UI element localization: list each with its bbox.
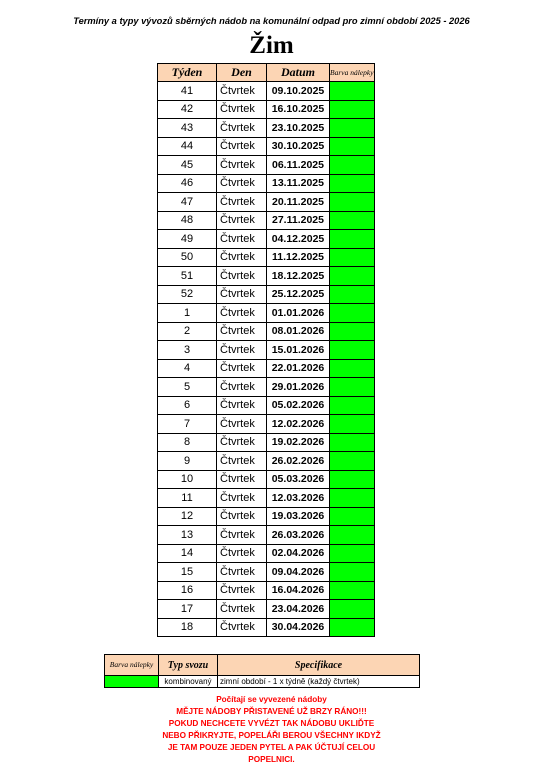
- table-row: [158, 119, 375, 138]
- label-color-cell: [330, 248, 375, 267]
- date-cell: 20.11.2025: [267, 193, 330, 212]
- label-color-cell: [330, 452, 375, 471]
- date-cell: 12.02.2026: [267, 415, 330, 434]
- label-color-cell: [330, 211, 375, 230]
- column-header-label-color: Barva nálepky: [330, 64, 375, 82]
- week-cell: 46: [158, 174, 217, 193]
- schedule-header-row: [158, 64, 375, 82]
- week-cell: 2: [158, 322, 217, 341]
- table-row: [158, 174, 375, 193]
- day-cell: Čtvrtek: [217, 359, 267, 378]
- date-cell: 16.10.2025: [267, 100, 330, 119]
- table-row: [158, 100, 375, 119]
- week-cell: 16: [158, 581, 217, 600]
- label-color-cell: [330, 82, 375, 101]
- label-color-cell: [330, 415, 375, 434]
- notice-line: JE TAM POUZE JEDEN PYTEL A PAK ÚČTUJÍ CELOU: [167, 743, 376, 752]
- week-cell: 49: [158, 230, 217, 249]
- date-cell: 09.04.2026: [267, 563, 330, 582]
- week-cell: 11: [158, 489, 217, 508]
- table-row: [158, 82, 375, 101]
- date-cell: 18.12.2025: [267, 267, 330, 286]
- date-cell: 27.11.2025: [267, 211, 330, 230]
- day-cell: Čtvrtek: [217, 174, 267, 193]
- week-cell: 42: [158, 100, 217, 119]
- week-cell: 8: [158, 433, 217, 452]
- table-row: [158, 230, 375, 249]
- day-cell: Čtvrtek: [217, 526, 267, 545]
- week-cell: 1: [158, 304, 217, 323]
- date-cell: 09.10.2025: [267, 82, 330, 101]
- day-cell: Čtvrtek: [217, 285, 267, 304]
- day-cell: Čtvrtek: [217, 193, 267, 212]
- day-cell: Čtvrtek: [217, 581, 267, 600]
- table-row: [158, 267, 375, 286]
- day-cell: Čtvrtek: [217, 322, 267, 341]
- schedule-body: [158, 82, 375, 637]
- label-color-cell: [330, 470, 375, 489]
- table-row: [158, 526, 375, 545]
- day-cell: Čtvrtek: [217, 415, 267, 434]
- table-row: [158, 396, 375, 415]
- column-header-week: Týden: [158, 64, 217, 82]
- date-cell: 30.10.2025: [267, 137, 330, 156]
- date-cell: 30.04.2026: [267, 618, 330, 637]
- date-cell: 26.02.2026: [267, 452, 330, 471]
- label-color-cell: [330, 137, 375, 156]
- date-cell: 26.03.2026: [267, 526, 330, 545]
- legend-header-label-color: Barva nálepky: [105, 655, 159, 676]
- table-row: [158, 507, 375, 526]
- week-cell: 3: [158, 341, 217, 360]
- day-cell: Čtvrtek: [217, 452, 267, 471]
- week-cell: 51: [158, 267, 217, 286]
- table-row: [158, 211, 375, 230]
- legend-header-row: [105, 655, 420, 676]
- table-row: [158, 563, 375, 582]
- label-color-cell: [330, 174, 375, 193]
- date-cell: 05.02.2026: [267, 396, 330, 415]
- schedule-table: [157, 63, 375, 637]
- day-cell: Čtvrtek: [217, 600, 267, 619]
- week-cell: 48: [158, 211, 217, 230]
- date-cell: 08.01.2026: [267, 322, 330, 341]
- label-color-cell: [330, 489, 375, 508]
- week-cell: 18: [158, 618, 217, 637]
- date-cell: 23.04.2026: [267, 600, 330, 619]
- date-cell: 29.01.2026: [267, 378, 330, 397]
- day-cell: Čtvrtek: [217, 156, 267, 175]
- week-cell: 5: [158, 378, 217, 397]
- day-cell: Čtvrtek: [217, 82, 267, 101]
- week-cell: 10: [158, 470, 217, 489]
- table-row: [158, 248, 375, 267]
- notice-line: Počítají se vyvezené nádoby: [216, 695, 327, 704]
- date-cell: 22.01.2026: [267, 359, 330, 378]
- day-cell: Čtvrtek: [217, 563, 267, 582]
- date-cell: 06.11.2025: [267, 156, 330, 175]
- date-cell: 16.04.2026: [267, 581, 330, 600]
- table-row: [158, 470, 375, 489]
- legend-type: kombinovaný: [159, 676, 218, 688]
- page-title: Žim: [249, 32, 294, 59]
- table-row: [158, 341, 375, 360]
- legend-row: [105, 676, 420, 688]
- label-color-cell: [330, 359, 375, 378]
- week-cell: 50: [158, 248, 217, 267]
- notice-line: NEBO PŘIKRYJTE, POPELÁŘI BEROU VŠECHNY IKDYŽ: [162, 731, 381, 740]
- week-cell: 9: [158, 452, 217, 471]
- table-row: [158, 322, 375, 341]
- day-cell: Čtvrtek: [217, 137, 267, 156]
- label-color-cell: [330, 322, 375, 341]
- day-cell: Čtvrtek: [217, 341, 267, 360]
- day-cell: Čtvrtek: [217, 378, 267, 397]
- label-color-cell: [330, 618, 375, 637]
- label-color-cell: [330, 378, 375, 397]
- week-cell: 17: [158, 600, 217, 619]
- day-cell: Čtvrtek: [217, 230, 267, 249]
- legend-color-swatch: [105, 676, 159, 688]
- column-header-date: Datum: [267, 64, 330, 82]
- table-row: [158, 156, 375, 175]
- day-cell: Čtvrtek: [217, 618, 267, 637]
- day-cell: Čtvrtek: [217, 433, 267, 452]
- notice-line: POPELNICI.: [248, 755, 295, 764]
- legend-header-type: Typ svozu: [159, 655, 218, 676]
- week-cell: 15: [158, 563, 217, 582]
- date-cell: 19.03.2026: [267, 507, 330, 526]
- label-color-cell: [330, 396, 375, 415]
- date-cell: 04.12.2025: [267, 230, 330, 249]
- table-row: [158, 304, 375, 323]
- label-color-cell: [330, 230, 375, 249]
- table-row: [158, 378, 375, 397]
- day-cell: Čtvrtek: [217, 396, 267, 415]
- week-cell: 4: [158, 359, 217, 378]
- legend-header-spec: Specifikace: [218, 655, 420, 676]
- column-header-day: Den: [217, 64, 267, 82]
- week-cell: 41: [158, 82, 217, 101]
- day-cell: Čtvrtek: [217, 100, 267, 119]
- day-cell: Čtvrtek: [217, 119, 267, 138]
- day-cell: Čtvrtek: [217, 248, 267, 267]
- week-cell: 14: [158, 544, 217, 563]
- date-cell: 02.04.2026: [267, 544, 330, 563]
- table-row: [158, 600, 375, 619]
- label-color-cell: [330, 100, 375, 119]
- date-cell: 13.11.2025: [267, 174, 330, 193]
- label-color-cell: [330, 526, 375, 545]
- week-cell: 52: [158, 285, 217, 304]
- label-color-cell: [330, 433, 375, 452]
- day-cell: Čtvrtek: [217, 544, 267, 563]
- legend-table: [104, 654, 420, 688]
- day-cell: Čtvrtek: [217, 489, 267, 508]
- table-row: [158, 452, 375, 471]
- day-cell: Čtvrtek: [217, 304, 267, 323]
- table-row: [158, 581, 375, 600]
- notice-line: MĚJTE NÁDOBY PŘISTAVENÉ UŽ BRZY RÁNO!!!: [176, 707, 367, 716]
- week-cell: 44: [158, 137, 217, 156]
- date-cell: 01.01.2026: [267, 304, 330, 323]
- table-row: [158, 544, 375, 563]
- label-color-cell: [330, 267, 375, 286]
- day-cell: Čtvrtek: [217, 267, 267, 286]
- notice-line: POKUD NECHCETE VYVÉZT TAK NÁDOBU UKLIĎTE: [168, 719, 375, 728]
- week-cell: 13: [158, 526, 217, 545]
- week-cell: 6: [158, 396, 217, 415]
- document-header: Termíny a typy vývozů sběrných nádob na komunální odpad pro zimní období 2025 - 2026: [73, 16, 470, 26]
- date-cell: 05.03.2026: [267, 470, 330, 489]
- date-cell: 19.02.2026: [267, 433, 330, 452]
- label-color-cell: [330, 193, 375, 212]
- label-color-cell: [330, 285, 375, 304]
- week-cell: 12: [158, 507, 217, 526]
- label-color-cell: [330, 156, 375, 175]
- legend-spec: zimní období - 1 x týdně (každý čtvrtek): [218, 676, 420, 688]
- date-cell: 15.01.2026: [267, 341, 330, 360]
- table-row: [158, 359, 375, 378]
- week-cell: 7: [158, 415, 217, 434]
- label-color-cell: [330, 304, 375, 323]
- table-row: [158, 285, 375, 304]
- week-cell: 45: [158, 156, 217, 175]
- notice: [0, 694, 543, 766]
- date-cell: 12.03.2026: [267, 489, 330, 508]
- label-color-cell: [330, 341, 375, 360]
- table-row: [158, 618, 375, 637]
- date-cell: 25.12.2025: [267, 285, 330, 304]
- label-color-cell: [330, 563, 375, 582]
- day-cell: Čtvrtek: [217, 211, 267, 230]
- day-cell: Čtvrtek: [217, 470, 267, 489]
- table-row: [158, 193, 375, 212]
- date-cell: 23.10.2025: [267, 119, 330, 138]
- table-row: [158, 489, 375, 508]
- label-color-cell: [330, 119, 375, 138]
- date-cell: 11.12.2025: [267, 248, 330, 267]
- table-row: [158, 415, 375, 434]
- week-cell: 47: [158, 193, 217, 212]
- label-color-cell: [330, 507, 375, 526]
- table-row: [158, 137, 375, 156]
- day-cell: Čtvrtek: [217, 507, 267, 526]
- label-color-cell: [330, 600, 375, 619]
- table-row: [158, 433, 375, 452]
- label-color-cell: [330, 544, 375, 563]
- week-cell: 43: [158, 119, 217, 138]
- label-color-cell: [330, 581, 375, 600]
